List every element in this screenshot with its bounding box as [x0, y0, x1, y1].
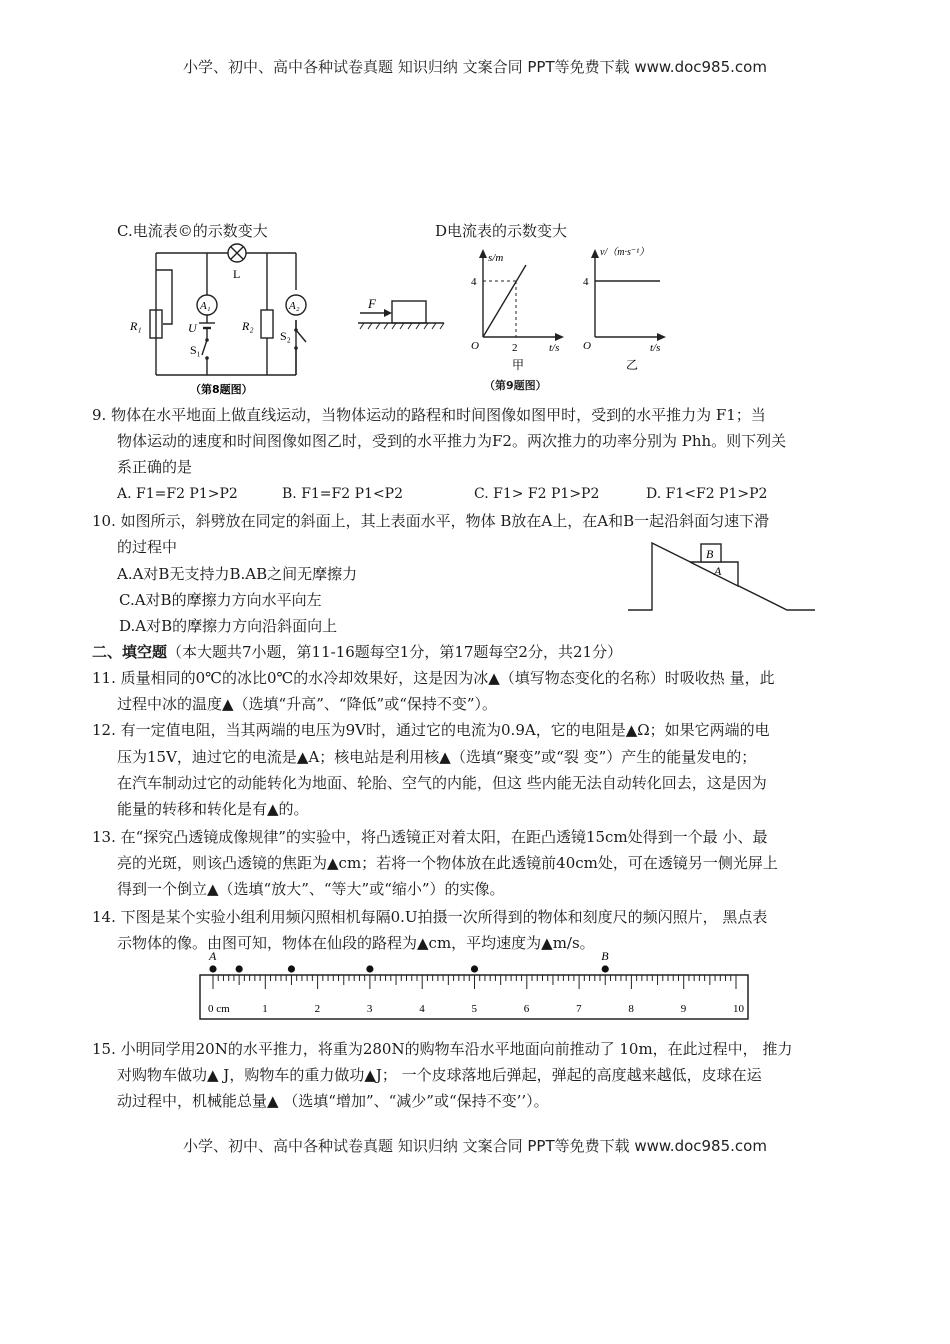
- q12-line-4: 能量的转移和转化是有▲的。: [117, 800, 309, 818]
- ruler-number: 2: [314, 1003, 321, 1015]
- ruler-dot: [366, 965, 373, 972]
- ruler-point-a-label: A: [209, 949, 217, 963]
- ruler-point-b-label: B: [601, 949, 609, 963]
- fig8-caption: （第8题图）: [190, 383, 253, 396]
- q9-option-a: A. F1=F2 P1>P2: [117, 486, 238, 502]
- yi-x-label: t/s: [650, 342, 661, 354]
- fig9-force-label: F: [368, 296, 376, 311]
- fig8-label-u: U: [188, 321, 197, 335]
- fig8-circuit: [118, 240, 338, 400]
- fig8-label-s2: S₂: [280, 329, 291, 343]
- fig8-label-a2: A₂: [289, 300, 300, 312]
- q12-line-2: 压为15V，迪过它的电流是▲A；核电站是利用核▲（选填“聚变”或“裂 变”）产生的能量发电的；: [117, 748, 757, 766]
- fig8-label-s1: S₁: [190, 343, 201, 357]
- ruler-dot: [288, 965, 295, 972]
- ruler-number: 9: [680, 1003, 687, 1015]
- q10-option-c: C.A对B的摩擦力方向水平向左: [119, 591, 322, 609]
- q10-label-a: A: [714, 564, 722, 578]
- ruler-number: 4: [419, 1003, 425, 1015]
- q13-line-1: 13. 在“探究凸透镜成像规律”的实验中，将凸透镜正对着太阳，在距凸透镜15cm处得到一个最 小、最: [92, 828, 768, 846]
- ruler-dot: [209, 965, 216, 972]
- q9-option-c: C. F1> F2 P1>P2: [474, 486, 600, 502]
- q13-line-2: 亮的光斑，则该凸透镜的焦距为▲cm；若将一个物体放在此透镜前40cm处，可在透镜另一侧光屏上: [117, 854, 778, 872]
- ruler-number: 10: [733, 1003, 744, 1015]
- q15-line-2: 对购物车做功▲ J，购物车的重力做功▲J； 一个皮球落地后弹起，弹起的高度越来越低，皮球在运: [117, 1066, 762, 1084]
- yi-y-label: v/（m·s⁻¹）: [600, 247, 650, 258]
- jia-x-label: t/s: [549, 342, 560, 354]
- q12-line-1: 12. 有一定值电阻，当其两端的电压为9V时，通过它的电流为0.9A，它的电阻是▲Ω；如果它两端的电: [92, 721, 770, 739]
- ruler-number: 7: [576, 1003, 582, 1015]
- q14-line-1: 14. 下图是某个实验小组利用频闪照相机每隔0.U拍摄一次所得到的物体和刻度尺的频闪照片， 黑点表: [92, 908, 768, 926]
- q11-line-2: 过程中冰的温度▲（选填“升高”、“降低”或“保持不变”）。: [117, 695, 498, 713]
- jia-y-tick: 4: [471, 276, 477, 288]
- ruler-dot: [471, 965, 478, 972]
- q8-option-d: D电流表的示数变大: [435, 222, 568, 240]
- q13-line-3: 得到一个倒立▲（选填“放大”、“等大”或“缩小”）的实像。: [117, 880, 505, 898]
- q9-line-1: 9. 物体在水平地面上做直线运动，当物体运动的路程和时间图像如图甲时，受到的水平推力为 F1；当: [92, 406, 766, 424]
- ruler-dot: [236, 965, 243, 972]
- ruler-unit-label: 0 cm: [208, 1003, 230, 1015]
- jia-name: 甲: [512, 358, 525, 372]
- ruler-number: 5: [471, 1003, 477, 1015]
- jia-origin: O: [471, 340, 479, 352]
- q10-label-b: B: [706, 547, 714, 561]
- q10-option-ab: A.A对B无支持力B.AB之间无摩擦力: [117, 565, 358, 583]
- q15-line-1: 15. 小明同学用20N的水平推力，将重为280N的购物车沿水平地面向前推动了 10m，在此过程中， 推力: [92, 1040, 793, 1058]
- ruler-number: 1: [262, 1003, 268, 1015]
- q10-option-d: D.A对B的摩擦力方向沿斜面向上: [119, 617, 338, 635]
- fig8-label-a1: A₁: [200, 300, 211, 312]
- fig9-jia-graph: [468, 245, 578, 375]
- ruler-number: 8: [628, 1003, 634, 1015]
- q15-line-3: 动过程中，机械能总量▲ （选填“增加”、“减少”或“保持不变’’）。: [117, 1092, 549, 1110]
- fig8-label-r2: R₂: [242, 319, 254, 333]
- q10-line-1: 10. 如图所示，斜劈放在同定的斜面上，其上表面水平，物体 B放在A上，在A和B一起沿斜面匀速下滑: [92, 512, 770, 530]
- yi-y-tick: 4: [583, 276, 589, 288]
- page-header: 小学、初中、高中各种试卷真题 知识归纳 文案合同 PPT等免费下载 www.doc985.com: [183, 58, 767, 76]
- q10-line-2: 的过程中: [117, 538, 178, 556]
- ruler-number: 3: [366, 1003, 373, 1015]
- q12-line-3: 在汽车制动过它的动能转化为地面、轮胎、空气的内能，但这 些内能无法自动转化回去，这是因为: [117, 774, 767, 792]
- yi-name: 乙: [626, 358, 639, 372]
- q14-ruler: [198, 949, 758, 1024]
- ruler-dot: [602, 965, 609, 972]
- fig8-label-l: L: [233, 267, 241, 281]
- jia-y-label: s/m: [488, 252, 504, 264]
- q9-option-b: B. F1=F2 P1<P2: [282, 486, 403, 502]
- page-footer: 小学、初中、高中各种试卷真题 知识归纳 文案合同 PPT等免费下载 www.doc985.com: [183, 1137, 767, 1155]
- fig8-label-r1: R₁: [130, 319, 142, 333]
- fig9-yi-graph: [580, 245, 690, 375]
- q11-line-1: 11. 质量相同的0℃的冰比0℃的水冷却效果好，这是因为冰▲（填写物态变化的名称）时吸收热 量，此: [92, 669, 775, 687]
- q14-line-2: 示物体的像。由图可知，物体在仙段的路程为▲cm，平均速度为▲m/s。: [117, 934, 595, 952]
- yi-origin: O: [583, 340, 591, 352]
- ruler-number: 6: [523, 1003, 530, 1015]
- section-desc: （本大题共7小题，第11-16题每空1分，第17题每空2分，共21分）: [167, 643, 623, 661]
- q10-incline-figure: [625, 537, 825, 617]
- q9-option-d: D. F1<F2 P1>P2: [646, 486, 768, 502]
- section-title: 二、填空题: [92, 643, 168, 661]
- jia-x-tick: 2: [512, 342, 518, 354]
- fig9-caption: （第9题图）: [484, 379, 547, 392]
- q9-line-2: 物体运动的速度和时间图像如图乙时，受到的水平推力为F2。两次推力的功率分别为 Phh。则下列关: [117, 432, 787, 450]
- fig9-block: [358, 298, 448, 338]
- q9-line-3: 系正确的是: [117, 458, 193, 476]
- q8-option-c: C.电流表©的示数变大: [117, 222, 268, 240]
